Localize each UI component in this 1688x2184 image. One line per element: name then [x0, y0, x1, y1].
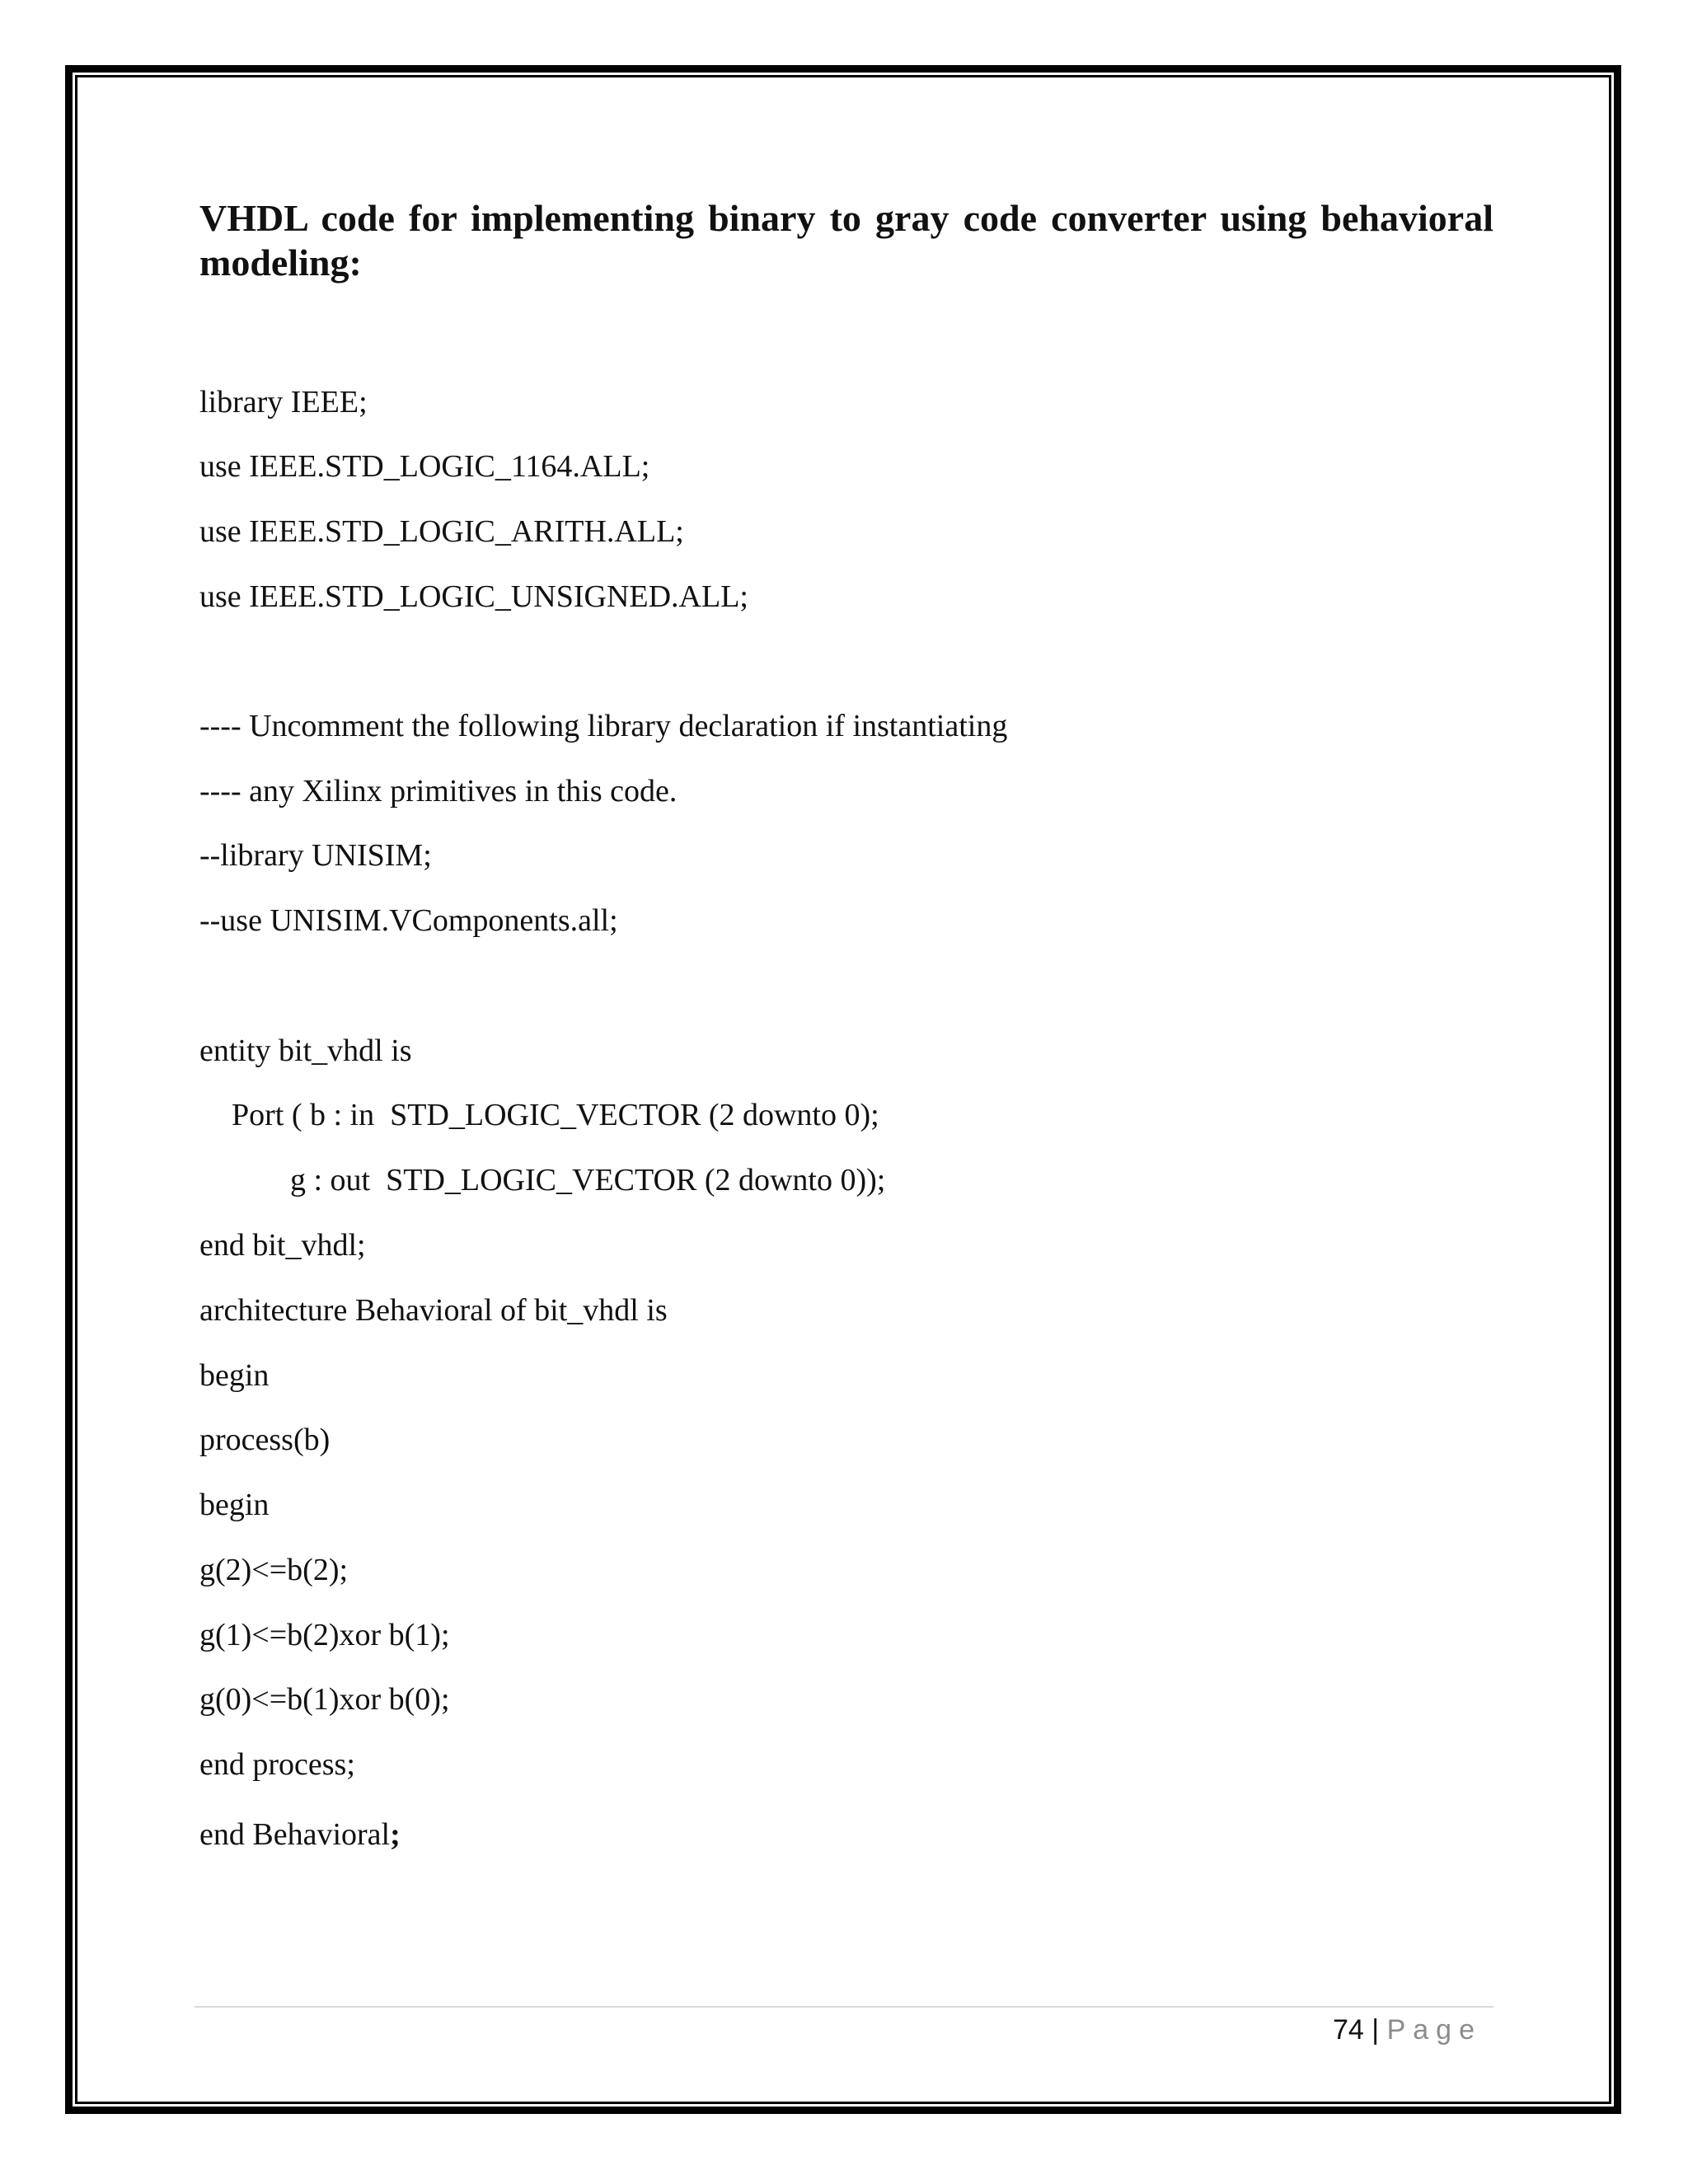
code-line-comment-1: ---- Uncomment the following library declaration if instantiating — [199, 709, 1008, 743]
code-line-architecture: architecture Behavioral of bit_vhdl is — [199, 1293, 668, 1328]
footer-divider — [195, 2006, 1493, 2008]
code-line-use-1164: use IEEE.STD_LOGIC_1164.ALL; — [199, 449, 650, 484]
page-label: Page — [1386, 2014, 1482, 2046]
page-footer — [1333, 2012, 1482, 2048]
code-line-begin-2: begin — [199, 1488, 270, 1522]
code-line-library-ieee: library IEEE; — [199, 385, 368, 419]
page-separator: | — [1372, 2014, 1380, 2046]
code-line-comment-library: --library UNISIM; — [199, 838, 432, 873]
code-line-port-b: Port ( b : in STD_LOGIC_VECTOR (2 downto 0); — [232, 1098, 879, 1132]
code-line-assign-g0: g(0)<=b(1)xor b(0); — [199, 1682, 450, 1717]
end-behavioral-semicolon: ; — [390, 1817, 401, 1852]
end-behavioral-text: end Behavioral — [199, 1817, 391, 1852]
code-line-comment-2: ---- any Xilinx primitives in this code. — [199, 774, 678, 808]
code-line-use-arith: use IEEE.STD_LOGIC_ARITH.ALL; — [199, 514, 684, 549]
code-line-assign-g1: g(1)<=b(2)xor b(1); — [199, 1618, 450, 1652]
code-line-assign-g2: g(2)<=b(2); — [199, 1553, 349, 1587]
code-line-port-g: g : out STD_LOGIC_VECTOR (2 downto 0)); — [290, 1163, 886, 1197]
code-line-begin-1: begin — [199, 1358, 270, 1393]
code-line-end-process: end process; — [199, 1747, 355, 1782]
code-line-end-behavioral — [199, 1816, 401, 1853]
page-number: 74 — [1333, 2014, 1364, 2046]
code-line-entity-end: end bit_vhdl; — [199, 1228, 366, 1263]
code-line-comment-use: --use UNISIM.VComponents.all; — [199, 903, 618, 938]
page-border-inner — [75, 75, 1611, 2104]
section-heading: VHDL code for implementing binary to gray code converter using behavioral modeling: — [199, 197, 1493, 284]
code-line-process: process(b) — [199, 1422, 331, 1457]
code-line-entity-start: entity bit_vhdl is — [199, 1033, 412, 1068]
code-line-use-unsigned: use IEEE.STD_LOGIC_UNSIGNED.ALL; — [199, 579, 748, 614]
